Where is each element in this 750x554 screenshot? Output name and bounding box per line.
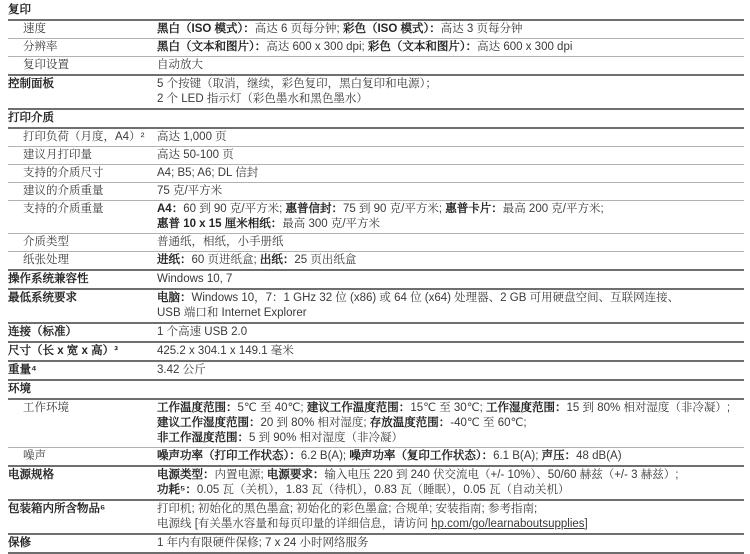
- spec-label: 打印负荷（月度，A4）²: [23, 131, 145, 143]
- value-segment: 电源线 [有关墨水容量和每页印量的详细信息，请访问: [157, 518, 432, 530]
- value-segment: ]: [584, 518, 588, 530]
- spec-label: 复印设置: [23, 59, 69, 71]
- spec-row: [8, 38, 744, 56]
- spec-label: 支持的介质重量: [23, 203, 104, 215]
- value-bold-segment: 噪声功率（复印工作状态）：: [349, 450, 494, 462]
- spec-row: [8, 19, 744, 38]
- spec-label: 电源规格: [8, 469, 54, 481]
- value-segment: 高达 600 x 300 dpi;: [266, 41, 368, 53]
- value-segment: USB 端口和 Internet Explorer: [157, 307, 307, 319]
- value-bold-segment: 声压：: [541, 450, 577, 462]
- spec-label: 工作环境: [23, 402, 69, 414]
- spec-value: [157, 449, 744, 464]
- value-segment: 6.2 B(A);: [300, 450, 350, 462]
- value-bold-segment: 惠普信封：: [285, 203, 343, 215]
- value-bold-segment: 存放温度范围：: [369, 417, 451, 429]
- section-title: 环境: [8, 383, 31, 395]
- value-bold-segment: 非工作湿度范围：: [157, 432, 249, 444]
- spec-row: [8, 127, 744, 146]
- section-title: 复印: [8, 4, 31, 16]
- spec-row: [8, 146, 744, 164]
- value-bold-segment: 电脑：: [157, 292, 192, 304]
- value-segment: 5 到 90% 相对湿度（非冷凝）: [249, 432, 403, 444]
- value-segment: 高达 6 页每分钟;: [254, 23, 343, 35]
- value-segment: 425.2 x 304.1 x 149.1 毫米: [157, 345, 294, 357]
- value-segment: 20 到 80% 相对湿度;: [260, 417, 370, 429]
- spec-label: 包装箱内所含物品⁶: [8, 503, 106, 515]
- spec-value: [157, 291, 744, 321]
- value-segment: 60 页进纸盒;: [191, 254, 260, 266]
- spec-row: [8, 360, 744, 379]
- spec-label: 重量⁴: [8, 364, 37, 376]
- spec-row: [8, 74, 744, 108]
- value-segment: 5℃ 至 40℃;: [237, 402, 307, 414]
- spec-label: 连接（标准）: [8, 326, 77, 338]
- value-bold-segment: 出纸：: [259, 254, 295, 266]
- spec-label: 分辨率: [23, 41, 58, 53]
- spec-label: 建议的介质重量: [23, 185, 104, 197]
- spec-value: [157, 253, 744, 268]
- spec-row: [8, 499, 744, 533]
- spec-value: [157, 58, 744, 73]
- value-segment: 15 到 80% 相对湿度（非冷凝）;: [566, 402, 731, 414]
- spec-value: [157, 77, 744, 107]
- spec-value: [157, 130, 744, 145]
- value-bold-segment: 黑白（文本和图片）：: [157, 41, 267, 53]
- spec-row: [8, 251, 744, 269]
- spec-row: [8, 465, 744, 499]
- spec-value: [157, 235, 744, 250]
- value-segment: 25 页出纸盒: [294, 254, 357, 266]
- value-segment: 高达 3 页每分钟: [440, 23, 523, 35]
- spec-value: [157, 363, 744, 378]
- value-bold-segment: 惠普卡片：: [445, 203, 503, 215]
- section-title: 打印介质: [8, 112, 54, 124]
- value-bold-segment: 彩色（文本和图片）：: [367, 41, 478, 53]
- value-segment: 75 到 90 克/平方米;: [342, 203, 446, 215]
- spec-value: [157, 22, 744, 37]
- spec-label: 速度: [23, 23, 46, 35]
- value-bold-segment: 电源类型：: [157, 469, 215, 481]
- spec-table: [8, 0, 744, 554]
- section-header-row: [8, 379, 744, 398]
- value-bold-segment: 电源要求：: [266, 469, 325, 481]
- spec-row: [8, 322, 744, 341]
- value-bold-segment: 建议工作湿度范围：: [157, 417, 261, 429]
- spec-value: [157, 40, 744, 55]
- value-bold-segment: 噪声功率（打印工作状态）：: [157, 450, 301, 462]
- spec-label: 操作系统兼容性: [8, 273, 89, 285]
- value-segment: 高达 600 x 300 dpi: [477, 41, 573, 53]
- spec-row: [8, 200, 744, 233]
- value-segment: 3.42 公斤: [157, 364, 206, 376]
- spec-value: [157, 325, 744, 340]
- value-segment: 1 个高速 USB 2.0: [157, 326, 248, 338]
- value-segment: 6.1 B(A);: [493, 450, 542, 462]
- spec-row: [8, 269, 744, 288]
- value-bold-segment: 惠普 10 x 15 厘米相纸：: [157, 218, 283, 230]
- section-header-row: [8, 2, 744, 19]
- section-header-row: [8, 108, 744, 127]
- spec-label: 噪声: [23, 450, 46, 462]
- value-segment: 1 年内有限硬件保修; 7 x 24 小时网络服务: [157, 537, 369, 549]
- spec-value: [157, 468, 744, 498]
- spec-row: [8, 233, 744, 251]
- spec-value: [157, 202, 744, 232]
- value-segment: 打印机; 初始化的黑色墨盒; 初始化的彩色墨盒; 合规单; 安装指南; 参考指南;: [157, 503, 538, 515]
- value-segment: 最高 300 克/平方米: [282, 218, 381, 230]
- value-segment: 最高 200 克/平方米;: [502, 203, 604, 215]
- spec-row: [8, 341, 744, 360]
- spec-row: [8, 56, 744, 74]
- spec-row: [8, 288, 744, 322]
- spec-label: 介质类型: [23, 236, 69, 248]
- spec-label: 支持的介质尺寸: [23, 167, 104, 179]
- value-segment: 60 到 90 克/平方米;: [183, 203, 286, 215]
- value-segment: 内置电源;: [214, 469, 267, 481]
- value-segment: 0.05 瓦（关机），1.83 瓦（待机），0.83 瓦（睡眠），0.05 瓦（自动关机）: [196, 484, 570, 496]
- spec-label: 保修: [8, 537, 31, 549]
- value-bold-segment: 工作湿度范围：: [486, 402, 567, 414]
- value-segment: 48 dB(A): [576, 450, 622, 462]
- spec-value: [157, 536, 744, 551]
- spec-value: [157, 502, 744, 532]
- supplies-link[interactable]: hp.com/go/learnaboutsupplies: [431, 518, 585, 530]
- value-segment: A4; B5; A6; DL 信封: [157, 167, 259, 179]
- value-bold-segment: 彩色（ISO 模式）：: [342, 23, 441, 35]
- value-segment: 输入电压 220 到 240 伏交流电（+/- 10%）、50/60 赫兹（+/- 3 赫兹）;: [324, 469, 679, 481]
- value-bold-segment: A4：: [157, 203, 184, 215]
- spec-row: [8, 398, 744, 447]
- value-bold-segment: 进纸：: [157, 254, 192, 266]
- value-segment: Windows 10，7：1 GHz 32 位 (x86) 或 64 位 (x64) 处理器、2 GB 可用硬盘空间、互联网连接、: [191, 292, 680, 304]
- spec-label: 控制面板: [8, 78, 54, 90]
- spec-label: 建议月打印量: [23, 149, 92, 161]
- value-segment: 普通纸，相纸，小手册纸: [157, 236, 284, 248]
- spec-value: [157, 166, 744, 181]
- value-segment: 2 个 LED 指示灯（彩色墨水和黑色墨水）: [157, 93, 368, 105]
- value-segment: 高达 1,000 页: [157, 131, 227, 143]
- spec-row: [8, 447, 744, 465]
- value-bold-segment: 建议工作温度范围：: [306, 402, 411, 414]
- spec-row: [8, 182, 744, 200]
- value-segment: 15℃ 至 30℃;: [410, 402, 487, 414]
- value-segment: -40℃ 至 60℃;: [450, 417, 527, 429]
- value-bold-segment: 功耗⁵：: [157, 484, 197, 496]
- value-segment: Windows 10, 7: [157, 273, 233, 285]
- spec-row: [8, 533, 744, 552]
- spec-value: [157, 401, 744, 446]
- spec-value: [157, 184, 744, 199]
- spec-label: 尺寸（长 x 宽 x 高）³: [8, 345, 118, 357]
- value-bold-segment: 工作温度范围：: [157, 402, 238, 414]
- value-bold-segment: 黑白（ISO 模式）：: [157, 23, 255, 35]
- value-segment: 75 克/平方米: [157, 185, 223, 197]
- value-segment: 自动放大: [157, 59, 203, 71]
- spec-row: [8, 164, 744, 182]
- spec-label: 最低系统要求: [8, 292, 77, 304]
- spec-label: 纸张处理: [23, 254, 69, 266]
- spec-value: [157, 148, 744, 163]
- spec-value: [157, 272, 744, 287]
- value-segment: 5 个按键（取消，继续，彩色复印，黑白复印和电源）；: [157, 78, 437, 90]
- spec-value: [157, 344, 744, 359]
- value-segment: 高达 50-100 页: [157, 149, 234, 161]
